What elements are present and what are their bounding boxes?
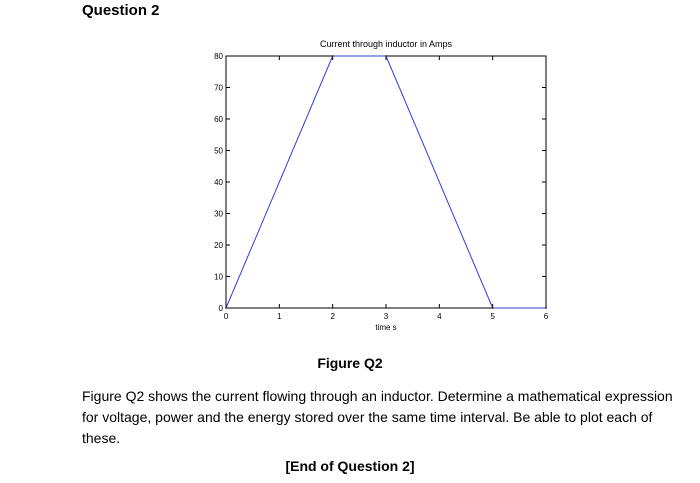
- end-of-question-note: [End of Question 2]: [285, 458, 415, 474]
- y-tick-label: 70: [214, 83, 223, 93]
- x-tick-label: 0: [223, 312, 229, 321]
- x-tick-label: 1: [277, 312, 282, 321]
- x-tick-label: 4: [437, 312, 442, 321]
- y-tick-label: 20: [214, 241, 223, 250]
- question-heading: Question 2: [82, 2, 160, 19]
- figure-caption: Figure Q2: [317, 355, 383, 371]
- tick-labels: [214, 52, 549, 321]
- current-series-line: [226, 56, 546, 308]
- data-point: [225, 307, 227, 309]
- x-tick-label: 2: [330, 312, 335, 321]
- x-tick-label: 6: [543, 312, 549, 321]
- y-tick-label: 30: [214, 209, 223, 219]
- axis-ticks: [226, 56, 546, 308]
- data-point: [332, 55, 334, 57]
- plot-frame: [226, 56, 546, 308]
- question-text: Figure Q2 shows the current flowing through an inductor. Determine a mathematical expression for voltage, power and the energy stored over the same time interval. Be able to plot each of these.: [82, 388, 673, 446]
- x-tick-label: 3: [383, 312, 389, 321]
- x-tick-label: 5: [490, 312, 495, 321]
- series-layer: [225, 55, 547, 309]
- x-axis-label: time s: [375, 323, 397, 332]
- chart-title: Current through inductor in Amps: [319, 39, 453, 49]
- data-point: [492, 307, 494, 309]
- y-tick-label: 80: [214, 52, 223, 61]
- y-tick-label: 60: [214, 115, 223, 124]
- y-tick-label: 40: [214, 178, 223, 187]
- data-point: [385, 55, 387, 57]
- y-tick-label: 50: [214, 146, 223, 156]
- data-point: [545, 307, 547, 309]
- y-tick-label: 10: [214, 272, 223, 282]
- y-tick-label: 0: [218, 304, 223, 313]
